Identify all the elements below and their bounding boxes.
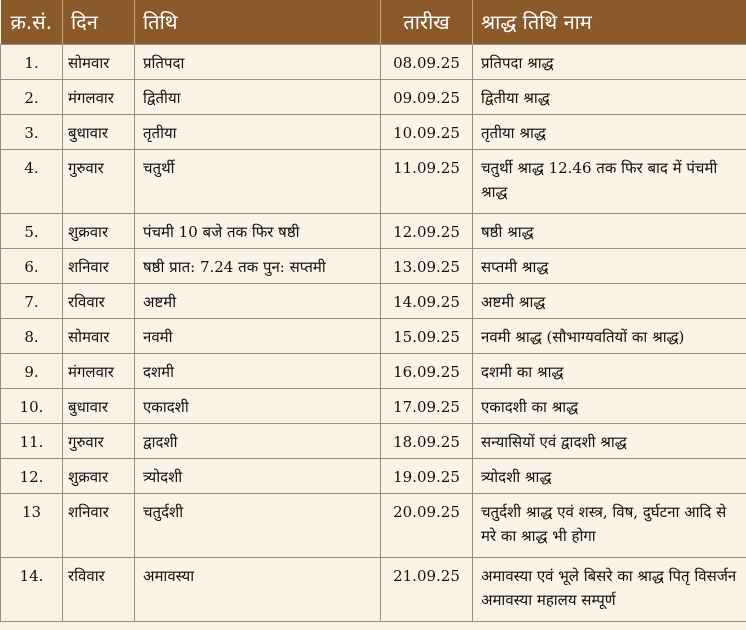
cell-date: 14.09.25 <box>381 283 473 318</box>
header-tithi: तिथि <box>135 0 381 44</box>
cell-day: मंगलवार <box>63 79 135 114</box>
table-row <box>1 493 746 557</box>
table-row <box>1 283 746 318</box>
cell-date: 10.09.25 <box>381 114 473 149</box>
cell-day: शुक्रवार <box>63 213 135 248</box>
cell-date: 15.09.25 <box>381 318 473 353</box>
cell-serial-number: 2. <box>1 79 63 114</box>
table-row <box>1 353 746 388</box>
cell-serial-number: 10. <box>1 388 63 423</box>
cell-serial-number: 9. <box>1 353 63 388</box>
cell-date: 19.09.25 <box>381 458 473 493</box>
table-row <box>1 149 746 213</box>
cell-shraddh-name: तृतीया श्राद्ध <box>473 114 746 149</box>
cell-day: गुरुवार <box>63 149 135 213</box>
cell-serial-number: 4. <box>1 149 63 213</box>
cell-serial-number: 13 <box>1 493 63 557</box>
cell-shraddh-name: षष्ठी श्राद्ध <box>473 213 746 248</box>
header-shraddh-name: श्राद्ध तिथि नाम <box>473 0 746 44</box>
table-row <box>1 318 746 353</box>
cell-tithi: चतुर्थी <box>135 149 381 213</box>
cell-tithi: अष्टमी <box>135 283 381 318</box>
table-row <box>1 213 746 248</box>
cell-day: शनिवार <box>63 493 135 557</box>
cell-serial-number: 12. <box>1 458 63 493</box>
cell-date: 12.09.25 <box>381 213 473 248</box>
cell-tithi: नवमी <box>135 318 381 353</box>
cell-day: बुधावार <box>63 388 135 423</box>
cell-tithi: दशमी <box>135 353 381 388</box>
cell-date: 09.09.25 <box>381 79 473 114</box>
table-row <box>1 388 746 423</box>
cell-serial-number: 8. <box>1 318 63 353</box>
cell-date: 17.09.25 <box>381 388 473 423</box>
cell-day: शुक्रवार <box>63 458 135 493</box>
table-header <box>1 0 746 44</box>
cell-shraddh-name: चतुर्थी श्राद्ध 12.46 तक फिर बाद में पंचमी श्राद्ध <box>473 149 746 213</box>
table-row <box>1 423 746 458</box>
cell-tithi: षष्ठी प्रात: 7.24 तक पुन: सप्तमी <box>135 248 381 283</box>
table-row <box>1 458 746 493</box>
cell-shraddh-name: प्रतिपदा श्राद्ध <box>473 44 746 79</box>
cell-tithi: पंचमी 10 बजे तक फिर षष्ठी <box>135 213 381 248</box>
cell-date: 20.09.25 <box>381 493 473 557</box>
cell-shraddh-name: अष्टमी श्राद्ध <box>473 283 746 318</box>
cell-date: 16.09.25 <box>381 353 473 388</box>
cell-serial-number: 7. <box>1 283 63 318</box>
cell-tithi: चतुर्दशी <box>135 493 381 557</box>
cell-tithi: द्वादशी <box>135 423 381 458</box>
cell-shraddh-name: द्वितीया श्राद्ध <box>473 79 746 114</box>
cell-day: गुरुवार <box>63 423 135 458</box>
cell-tithi: द्वितीया <box>135 79 381 114</box>
cell-tithi: एकादशी <box>135 388 381 423</box>
header-day: दिन <box>63 0 135 44</box>
cell-serial-number: 1. <box>1 44 63 79</box>
cell-day: रविवार <box>63 557 135 621</box>
cell-shraddh-name: चतुर्दशी श्राद्ध एवं शस्त्र, विष, दुर्घटना आदि से मरे का श्राद्ध भी होगा <box>473 493 746 557</box>
cell-shraddh-name: अमावस्या एवं भूले बिसरे का श्राद्ध पितृ विसर्जन अमावस्या महालय सम्पूर्ण <box>473 557 746 621</box>
table-row <box>1 79 746 114</box>
cell-shraddh-name: सन्यासियों एवं द्वादशी श्राद्ध <box>473 423 746 458</box>
cell-serial-number: 6. <box>1 248 63 283</box>
cell-shraddh-name: त्र्योदशी श्राद्ध <box>473 458 746 493</box>
table-row <box>1 557 746 621</box>
table-body <box>1 44 746 621</box>
table-row <box>1 44 746 79</box>
table-row <box>1 114 746 149</box>
cell-day: बुधावार <box>63 114 135 149</box>
cell-date: 11.09.25 <box>381 149 473 213</box>
cell-shraddh-name: नवमी श्राद्ध (सौभाग्यवतियों का श्राद्ध) <box>473 318 746 353</box>
cell-date: 08.09.25 <box>381 44 473 79</box>
cell-shraddh-name: एकादशी का श्राद्ध <box>473 388 746 423</box>
table-row <box>1 248 746 283</box>
cell-date: 13.09.25 <box>381 248 473 283</box>
header-date: तारीख <box>381 0 473 44</box>
cell-day: शनिवार <box>63 248 135 283</box>
header-serial-number: क्र.सं. <box>1 0 63 44</box>
cell-day: सोमवार <box>63 318 135 353</box>
cell-day: सोमवार <box>63 44 135 79</box>
cell-serial-number: 14. <box>1 557 63 621</box>
cell-shraddh-name: दशमी का श्राद्ध <box>473 353 746 388</box>
cell-serial-number: 3. <box>1 114 63 149</box>
cell-serial-number: 11. <box>1 423 63 458</box>
cell-tithi: तृतीया <box>135 114 381 149</box>
cell-serial-number: 5. <box>1 213 63 248</box>
cell-date: 21.09.25 <box>381 557 473 621</box>
cell-tithi: त्र्योदशी <box>135 458 381 493</box>
cell-shraddh-name: सप्तमी श्राद्ध <box>473 248 746 283</box>
cell-tithi: अमावस्या <box>135 557 381 621</box>
cell-day: मंगलवार <box>63 353 135 388</box>
cell-day: रविवार <box>63 283 135 318</box>
cell-tithi: प्रतिपदा <box>135 44 381 79</box>
cell-date: 18.09.25 <box>381 423 473 458</box>
